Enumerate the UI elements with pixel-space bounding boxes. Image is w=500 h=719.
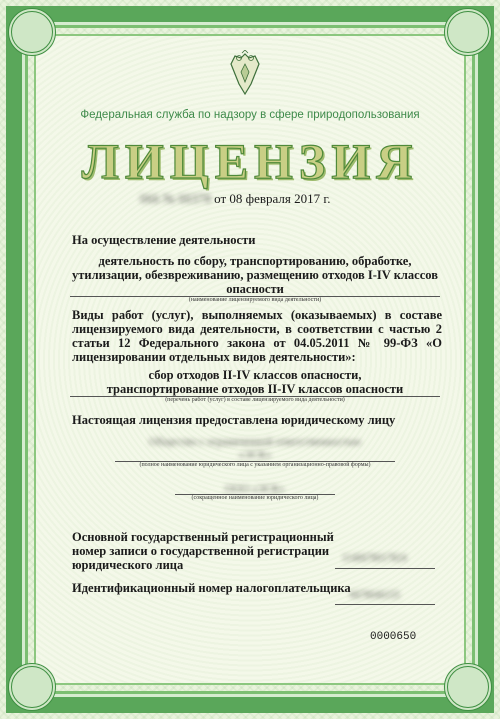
activity-text: деятельность по сбору, транспортированию, обработке, утилизации, обезвреживанию, размещению отходов I-IV классов опасности [72, 254, 438, 296]
divider [335, 568, 435, 569]
holder-short-name: ООО «ЭСК» [225, 483, 285, 495]
inn-value: 6678046155 [350, 590, 400, 601]
corner-ornament [444, 8, 492, 56]
ogrn-value: 1146678017824 [342, 553, 407, 564]
corner-ornament [444, 663, 492, 711]
holder-heading: Настоящая лицензия предоставлена юридическому лицу [72, 413, 396, 427]
serial-number: 0000650 [370, 631, 417, 643]
ogrn-label: Основной государственный регистрационный номер записи о государственной регистрации юридического лица [72, 530, 334, 572]
license-date: от 08 февраля 2017 г. [214, 191, 331, 206]
coat-of-arms-icon [225, 50, 265, 100]
works-intro: Виды работ (услуг), выполняемых (оказываемых) в составе лицензируемого вида деятельности, в соответствии с частью 2 статьи 12 Федерального закона от 04.05.2011 № 99-ФЗ «О лицензировании отдельных видов деятельности»: [72, 308, 442, 364]
activity-heading: На осуществление деятельности [72, 233, 256, 247]
works-caption: (перечень работ (услуг) в составе лицензируемого вида деятельности) [165, 397, 345, 403]
activity-caption: (наименование лицензируемого вида деятельности) [188, 297, 322, 303]
corner-ornament [8, 8, 56, 56]
document-title: ЛИЦЕНЗИЯ [81, 133, 419, 189]
agency-name: Федеральная служба по надзору в сфере природопользования [80, 109, 420, 121]
license-number: 066 № 00378 [140, 191, 211, 206]
holder-full-name-1: Общество с ограниченной ответственностью [149, 436, 361, 448]
license-number-line [140, 191, 330, 207]
works-item-2: транспортирование отходов II-IV классов опасности [106, 382, 404, 396]
works-item-1: сбор отходов II-IV классов опасности, [148, 368, 362, 382]
divider [335, 604, 435, 605]
holder-short-caption: (сокращенное наименование юридического лица) [191, 495, 319, 501]
inn-label: Идентификационный номер налогоплательщика [72, 581, 351, 595]
holder-full-caption: (полное наименование юридического лица с указанием организационно-правовой формы) [139, 462, 371, 468]
corner-ornament [8, 663, 56, 711]
holder-full-name-2: «ЭСК» [238, 449, 272, 461]
